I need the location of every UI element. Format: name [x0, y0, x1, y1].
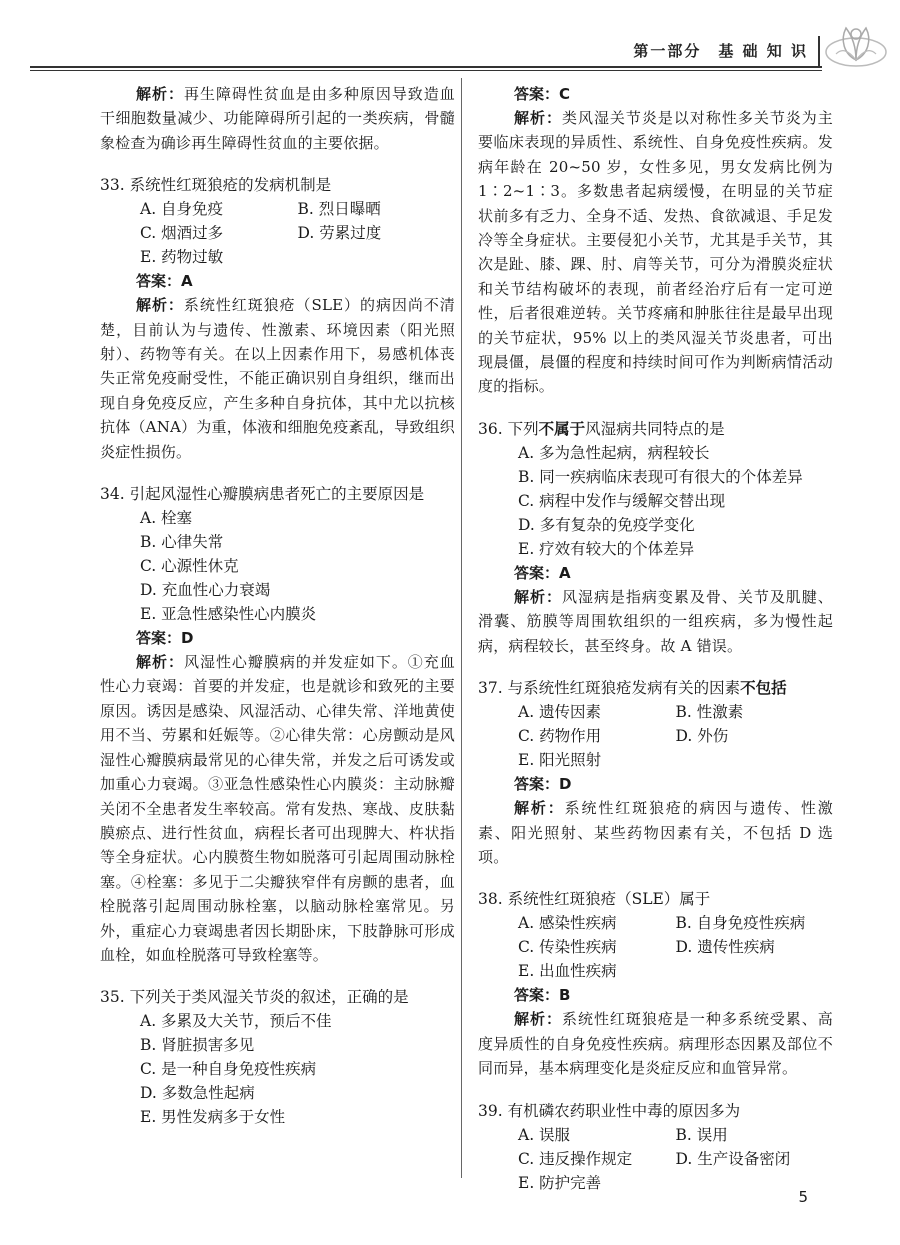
explanation-label: 解析： — [514, 109, 562, 127]
option-c: C. 药物作用 — [518, 727, 602, 746]
explanation-label: 解析： — [514, 799, 565, 818]
explanation-text: 风湿性心瓣膜病的并发症如下。①充血性心力衰竭：首要的并发症，也是就诊和致死的主要原因。诱因是感染、风湿活动、心律失常、洋地黄使用不当、劳累和妊娠等。②心律失常：心房颤动是风湿性心瓣膜病最常见的心律失常，并发之后可诱发或加重心力衰竭。③亚急性感染性心内膜炎：主动脉瓣关闭不全患者发生率较高。常有发热、寒战、皮肤黏膜瘀点、进行性贫血，病程长者可出现脾大、杵状指等全身症状。心内膜赘生物如脱落可引起周围动脉栓塞。④栓塞：多见于二尖瓣狭窄伴有房颤的患者，血栓脱落引起周围动脉栓塞，以脑动脉栓塞常见。另外，重症心力衰竭患者因长期卧床，下肢静脉可形成血栓，如血栓脱落可导致栓塞等。 — [100, 653, 455, 964]
answer: 答案：D — [136, 629, 194, 648]
option-a: A. 误服 — [518, 1125, 571, 1144]
option-row — [478, 724, 833, 748]
option-b: B. 性激素 — [675, 703, 744, 722]
option-e: E. 阳光照射 — [518, 751, 602, 770]
explanation-text: 风湿病是指病变累及骨、关节及肌腱、滑囊、筋膜等周围软组织的一组疾病，多为慢性起病，病程较长，甚至终身。故 A 错误。 — [478, 587, 833, 655]
answer: 答案：D — [514, 775, 572, 794]
answer: 答案：A — [136, 272, 193, 291]
option-a: A. 遗传因素 — [518, 703, 602, 722]
explanation-label: 解析： — [514, 1010, 562, 1029]
question-39-stem: 39. 有机磷农药职业性中毒的原因多为 — [478, 1101, 741, 1120]
option-e: E. 男性发病多于女性 — [140, 1108, 286, 1127]
column-divider — [461, 78, 462, 1178]
question-33-stem: 33. 系统性红斑狼疮的发病机制是 — [100, 176, 332, 195]
option-c: C. 心源性休克 — [140, 557, 239, 576]
option-b: B. 心律失常 — [140, 533, 224, 552]
option-a: A. 多累及大关节，预后不佳 — [140, 1012, 332, 1031]
option-row — [478, 911, 833, 935]
option-b: B. 自身免疫性疾病 — [675, 914, 806, 933]
option-e: E. 亚急性感染性心内膜炎 — [140, 605, 317, 624]
stem-text: 36. 下列 — [478, 419, 539, 438]
header-rule — [30, 66, 822, 68]
stem-text: 风湿病共同特点的是 — [585, 419, 725, 438]
question-35-stem: 35. 下列关于类风湿关节炎的叙述，正确的是 — [100, 988, 409, 1007]
page-number: 5 — [798, 1188, 808, 1206]
explanation-text: 类风湿关节炎是以对称性多关节炎为主要临床表现的异质性、系统性、自身免疫性疾病。发病年龄在 20~50 岁，女性多见，男女发病比例为 1∶2~1∶3。多数患者起病缓慢，在明显的关节症状前多有乏力、全身不适、发热、食欲减退、手足发冷等全身症状。主要侵犯小关节，尤其是手关节，其次是趾、膝、踝、肘、肩等关节，可分为滑膜炎症状和关节结构破坏的表现，前者经治疗后有一定可逆性，后者很难逆转。关节疼痛和肿胀往往是最早出现的关节症状，95% 以上的类风湿关节炎患者，可出现晨僵，晨僵的程度和持续时间可作为判断病情活动度的指标。 — [478, 109, 833, 396]
option-row — [100, 221, 455, 245]
option-d: D. 劳累过度 — [297, 224, 382, 243]
option-e: E. 防护完善 — [518, 1173, 602, 1192]
option-a: A. 栓塞 — [140, 509, 193, 528]
option-e: E. 出血性疾病 — [518, 962, 617, 981]
header-rule-thin — [30, 70, 822, 71]
explanation — [478, 1007, 833, 1080]
lotus-logo-icon — [822, 14, 890, 74]
explanation-label: 解析： — [136, 296, 184, 315]
option-d: D. 外伤 — [675, 727, 729, 746]
explanation — [100, 650, 455, 967]
option-d: D. 多有复杂的免疫学变化 — [518, 515, 695, 534]
option-c: C. 传染性疾病 — [518, 938, 617, 957]
option-row — [478, 700, 833, 724]
option-c: C. 是一种自身免疫性疾病 — [140, 1060, 317, 1079]
right-column — [478, 82, 833, 1195]
page-header — [0, 0, 900, 70]
option-c: C. 烟酒过多 — [140, 224, 224, 243]
answer: 答案：A — [514, 563, 571, 582]
option-a: A. 感染性疾病 — [518, 914, 617, 933]
option-c: C. 病程中发作与缓解交替出现 — [518, 491, 726, 510]
stem-text: 37. 与系统性红斑狼疮发病有关的因素 — [478, 679, 741, 698]
explanation — [478, 796, 833, 869]
explanation — [100, 82, 455, 155]
question-37-stem — [478, 676, 833, 700]
question-36-stem — [478, 417, 833, 441]
option-e: E. 疗效有较大的个体差异 — [518, 539, 695, 558]
option-d: D. 遗传性疾病 — [675, 938, 775, 957]
explanation-label: 解析： — [136, 653, 184, 672]
option-a: A. 自身免疫 — [140, 200, 224, 219]
explanation-text: 系统性红斑狼疮（SLE）的病因尚不清楚，目前认为与遗传、性激素、环境因素（阳光照射）、药物等有关。在以上因素作用下，易感机体丧失正常免疫耐受性，不能正确识别自身组织，继而出现自身免疫反应，产生多种自身抗体，其中尤以抗核抗体（ANA）为重，体液和细胞免疫紊乱，导致组织炎症性损伤。 — [100, 296, 455, 461]
option-d: D. 多数急性起病 — [140, 1084, 255, 1103]
stem-emphasis: 不包括 — [740, 679, 787, 698]
option-b: B. 烈日曝晒 — [297, 200, 381, 219]
explanation-text: 系统性红斑狼疮是一种多系统受累、高度异质性的自身免疫性疾病。病理形态因累及部位不同而异，基本病理变化是炎症反应和血管异常。 — [478, 1010, 833, 1078]
option-b: B. 同一疾病临床表现可有很大的个体差异 — [518, 467, 803, 486]
explanation — [478, 585, 833, 658]
stem-emphasis: 不属于 — [538, 419, 586, 438]
option-row — [478, 1147, 833, 1171]
option-c: C. 违反操作规定 — [518, 1149, 633, 1168]
header-separator — [818, 36, 820, 66]
option-d: D. 充血性心力衰竭 — [140, 581, 271, 600]
option-row — [478, 935, 833, 959]
answer: 答案：B — [514, 986, 571, 1005]
option-row — [478, 1123, 833, 1147]
question-34-stem: 34. 引起风湿性心瓣膜病患者死亡的主要原因是 — [100, 485, 425, 504]
option-e: E. 药物过敏 — [140, 248, 224, 267]
explanation-label: 解析： — [514, 587, 562, 606]
explanation — [478, 106, 833, 399]
explanation — [100, 293, 455, 464]
option-b: B. 肾脏损害多见 — [140, 1036, 255, 1055]
option-d: D. 生产设备密闭 — [675, 1149, 791, 1168]
answer: 答案：C — [514, 85, 571, 103]
explanation-text: 系统性红斑狼疮的病因与遗传、性激素、阳光照射、某些药物因素有关，不包括 D 选项。 — [478, 799, 833, 866]
explanation-label: 解析： — [136, 85, 184, 103]
option-b: B. 误用 — [675, 1125, 728, 1144]
explanation-text: 再生障碍性贫血是由多种原因导致造血干细胞数量减少、功能障碍所引起的一类疾病，骨髓象检查为确诊再生障碍性贫血的主要依据。 — [100, 85, 455, 152]
left-column — [100, 82, 455, 1129]
option-a: A. 多为急性起病，病程较长 — [518, 443, 710, 462]
question-38-stem: 38. 系统性红斑狼疮（SLE）属于 — [478, 890, 711, 909]
section-title: 第一部分 基 础 知 识 — [633, 42, 808, 60]
option-row — [100, 197, 455, 221]
